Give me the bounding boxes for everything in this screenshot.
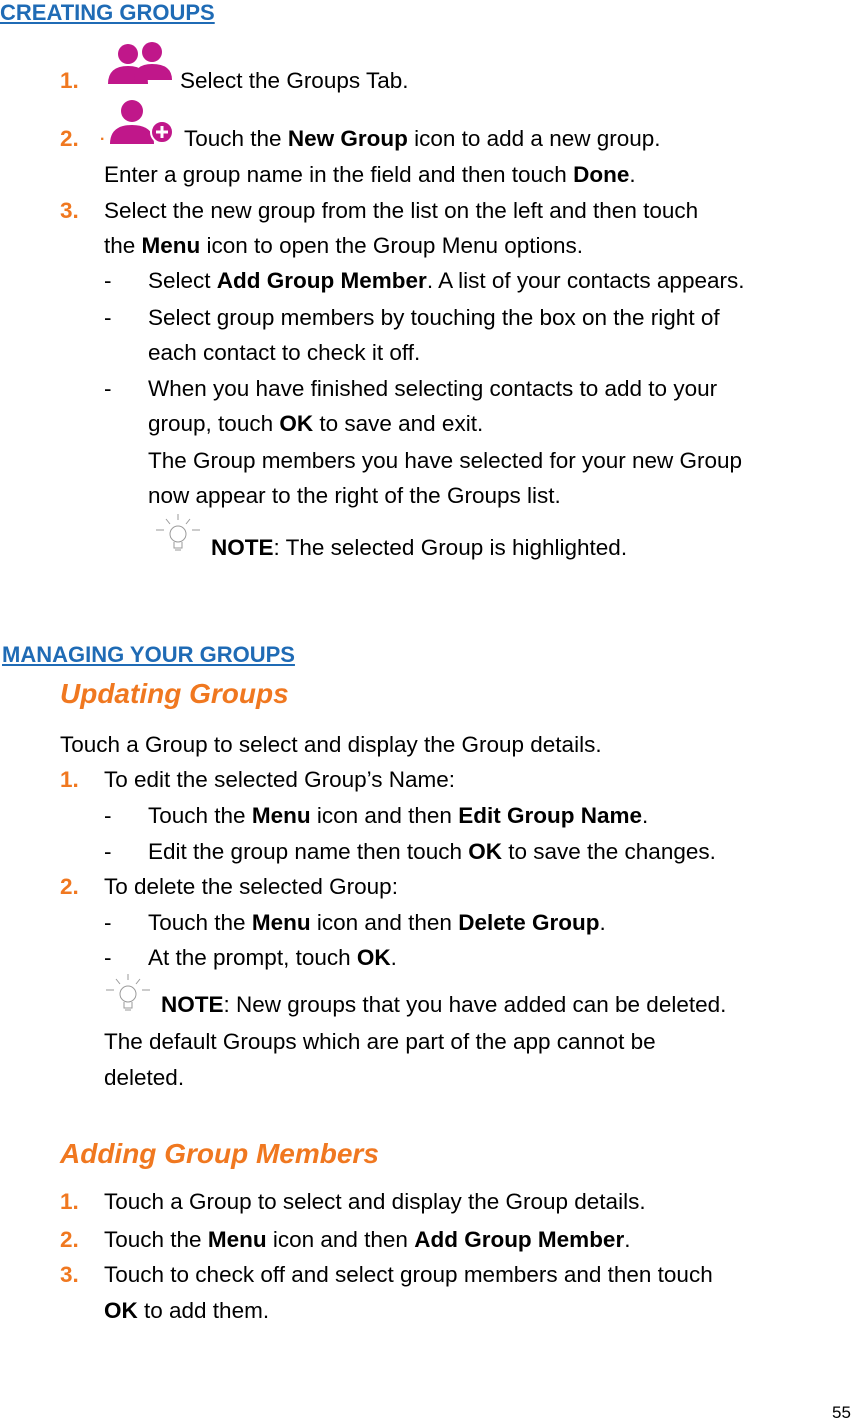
groups-tab-icon [104, 40, 176, 88]
bullet-text [148, 841, 716, 864]
text: Touch the [184, 126, 288, 151]
new-group-icon [106, 98, 178, 148]
text: to save and exit. [313, 411, 484, 436]
note-text-continued: The default Groups which are part of the app cannot be [104, 1029, 656, 1054]
bullet-dash: - [104, 376, 112, 401]
text: . [624, 1227, 631, 1252]
step-text: To delete the selected Group: [104, 874, 398, 899]
text: icon to open the Group Menu options. [200, 233, 584, 258]
step-number: 2. [60, 126, 79, 151]
bullet-dash: - [104, 839, 112, 864]
lightbulb-icon [152, 510, 204, 556]
menu-label: Menu [251, 803, 311, 828]
step-text [184, 128, 661, 151]
done-label: Done [573, 162, 630, 187]
text: . [641, 803, 649, 828]
edit-group-name-label: Edit Group Name [458, 803, 642, 828]
text: icon and then [310, 803, 459, 828]
text: icon and then [266, 1227, 415, 1252]
text: Enter a group name in the field and then touch [104, 162, 574, 187]
text: At the prompt, touch [148, 945, 357, 970]
note-text: : New groups that you have added can be deleted. [223, 992, 727, 1017]
ok-label: OK [356, 945, 391, 970]
bullet-text: When you have finished selecting contacts to add to your [148, 376, 718, 401]
note-text: : The selected Group is highlighted. [273, 535, 628, 560]
note [211, 537, 627, 560]
text: the [104, 233, 142, 258]
note-label: NOTE [211, 535, 274, 560]
bullet-text: Select group members by touching the box on the right of [148, 305, 720, 330]
menu-label: Menu [207, 1227, 267, 1252]
bullet-dash: - [104, 305, 112, 330]
bullet-text [148, 947, 397, 970]
bullet-text-continued: each contact to check it off. [148, 340, 421, 365]
ok-label: OK [279, 411, 314, 436]
followup-text: The Group members you have selected for your new Group [148, 448, 743, 473]
step-text: Touch to check off and select group members and then touch [104, 1262, 713, 1287]
text: to save the changes. [501, 839, 716, 864]
text: Touch the [148, 910, 252, 935]
text: icon to add a new group. [407, 126, 661, 151]
bullet-dash: - [104, 910, 112, 935]
step-number: 2. [60, 874, 79, 899]
add-group-member-label: Add Group Member [414, 1227, 625, 1252]
text: group, touch [148, 411, 280, 436]
bullet-text-continued [148, 413, 483, 436]
menu-label: Menu [141, 233, 201, 258]
note [161, 994, 726, 1017]
text: icon and then [310, 910, 459, 935]
note-label: NOTE [161, 992, 224, 1017]
step-text: To edit the selected Group’s Name: [104, 767, 456, 792]
bullet-text [148, 805, 648, 828]
text: . [390, 945, 397, 970]
section-heading-managing-groups: MANAGING YOUR GROUPS [2, 642, 295, 667]
text: Edit the group name then touch [148, 839, 469, 864]
step-text [104, 1229, 630, 1252]
add-group-member-label: Add Group Member [216, 268, 427, 293]
followup-text: now appear to the right of the Groups list. [148, 483, 561, 508]
step-number: 1. [60, 68, 79, 93]
lightbulb-icon [102, 970, 154, 1016]
text: Select [148, 268, 217, 293]
step-number: 3. [60, 198, 79, 223]
subheading-adding-group-members: Adding Group Members [60, 1138, 379, 1169]
bullet-text [148, 912, 606, 935]
step-text-continued [104, 1300, 269, 1323]
step-text-continued [104, 164, 636, 187]
step-number: 1. [60, 767, 79, 792]
delete-group-label: Delete Group [458, 910, 600, 935]
ok-label: OK [104, 1298, 138, 1323]
bullet-dash: - [104, 803, 112, 828]
step-text: Select the Groups Tab. [180, 68, 409, 93]
text: to add them. [137, 1298, 270, 1323]
ok-label: OK [468, 839, 502, 864]
step-text: Select the new group from the list on the left and then touch [104, 198, 699, 223]
section-heading-creating-groups: CREATING GROUPS [0, 0, 215, 25]
step-marker: . [100, 127, 105, 144]
intro-text: Touch a Group to select and display the Group details. [60, 732, 602, 757]
new-group-label: New Group [287, 126, 408, 151]
subheading-updating-groups: Updating Groups [60, 678, 289, 709]
step-text: Touch a Group to select and display the Group details. [104, 1189, 646, 1214]
menu-label: Menu [251, 910, 311, 935]
step-text-continued [104, 235, 583, 258]
step-number: 2. [60, 1227, 79, 1252]
text: . [599, 910, 606, 935]
page-number: 55 [832, 1403, 851, 1422]
step-number: 3. [60, 1262, 79, 1287]
text: Touch the [104, 1227, 208, 1252]
text: Touch the [148, 803, 252, 828]
note-text-continued: deleted. [104, 1065, 185, 1090]
bullet-dash: - [104, 268, 112, 293]
text: . A list of your contacts appears. [426, 268, 745, 293]
bullet-dash: - [104, 945, 112, 970]
bullet-text [148, 270, 744, 293]
step-number: 1. [60, 1189, 79, 1214]
text: . [629, 162, 636, 187]
